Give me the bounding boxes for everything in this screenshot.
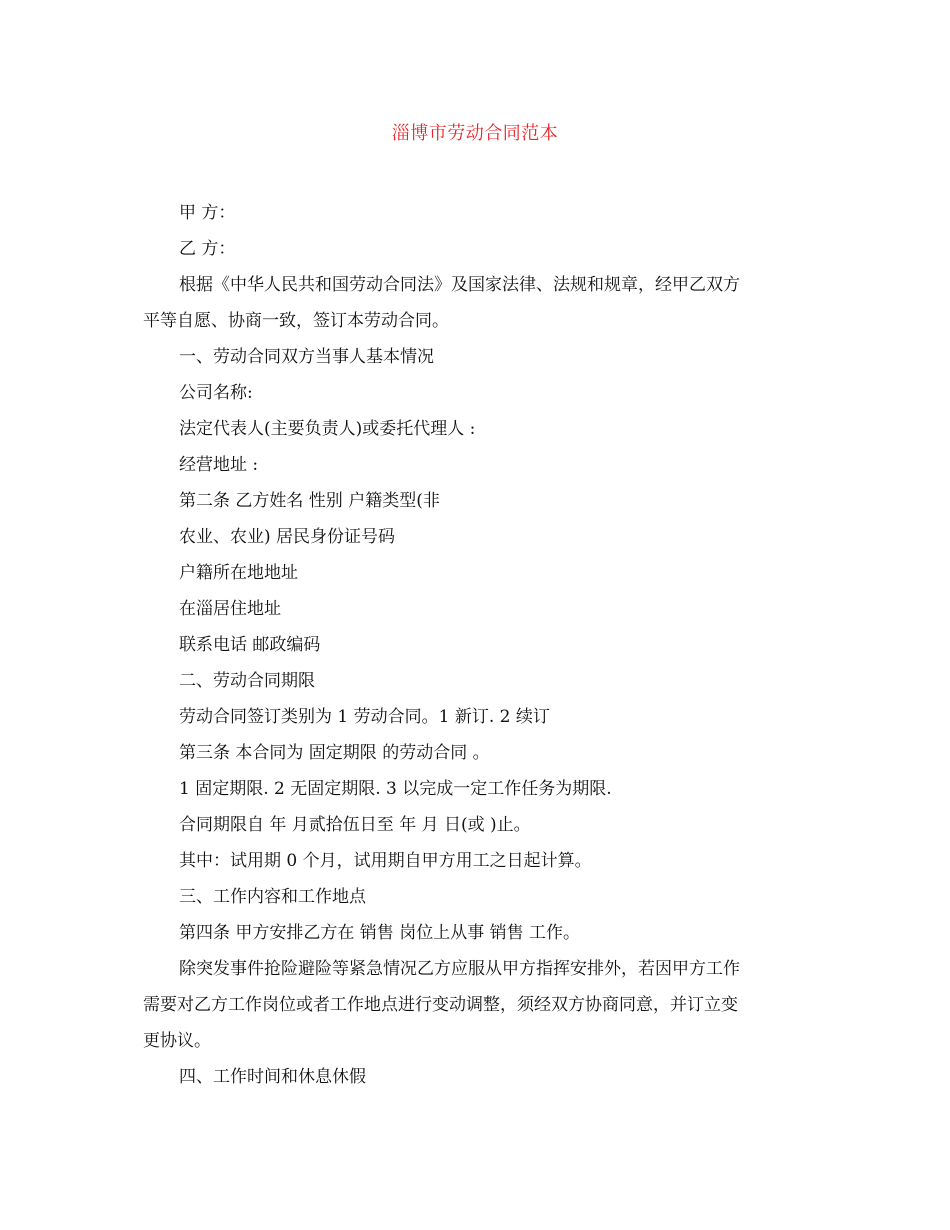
document-line: 1 固定期限. 2 无固定期限. 3 以完成一定工作任务为期限. xyxy=(179,779,612,799)
document-line: 其中：试用期 0 个月，试用期自甲方用工之日起计算。 xyxy=(179,851,592,871)
document-line: 公司名称: xyxy=(179,383,253,403)
document-line: 劳动合同签订类别为 1 劳动合同。1 新订. 2 续订 xyxy=(179,707,550,727)
document-line: 一、劳动合同双方当事人基本情况 xyxy=(179,347,434,367)
document-line: 四、工作时间和休息休假 xyxy=(179,1067,366,1087)
document-line: 经营地址 : xyxy=(179,455,259,475)
document-line: 合同期限自 年 月贰拾伍日至 年 月 日(或 )止。 xyxy=(179,815,531,835)
document-line: 农业、农业) 居民身份证号码 xyxy=(179,527,396,547)
document-line: 在淄居住地址 xyxy=(179,599,281,619)
document-line: 平等自愿、协商一致，签订本劳动合同。 xyxy=(143,311,449,331)
document-line: 户籍所在地地址 xyxy=(179,563,298,583)
document-line: 更协议。 xyxy=(143,1031,211,1051)
document-line: 乙 方： xyxy=(179,239,236,259)
document-line: 法定代表人(主要负责人)或委托代理人 : xyxy=(179,419,476,439)
document-line: 二、劳动合同期限 xyxy=(179,671,315,691)
document-line: 甲 方： xyxy=(179,203,236,223)
document-line: 第二条 乙方姓名 性别 户籍类型(非 xyxy=(179,491,440,511)
document-line: 联系电话 邮政编码 xyxy=(179,635,321,655)
document-body xyxy=(143,195,803,1095)
document-line: 第四条 甲方安排乙方在 销售 岗位上从事 销售 工作。 xyxy=(179,923,581,943)
document-line: 除突发事件抢险避险等紧急情况乙方应服从甲方指挥安排外，若因甲方工作 xyxy=(179,959,740,979)
document-line: 第三条 本合同为 固定期限 的劳动合同 。 xyxy=(179,743,490,763)
document-title: 淄博市劳动合同范本 xyxy=(391,123,559,144)
document-line: 需要对乙方工作岗位或者工作地点进行变动调整，须经双方协商同意，并订立变 xyxy=(143,995,738,1015)
document-line: 三、工作内容和工作地点 xyxy=(179,887,366,907)
document-line: 根据《中华人民共和国劳动合同法》及国家法律、法规和规章，经甲乙双方 xyxy=(179,275,740,295)
